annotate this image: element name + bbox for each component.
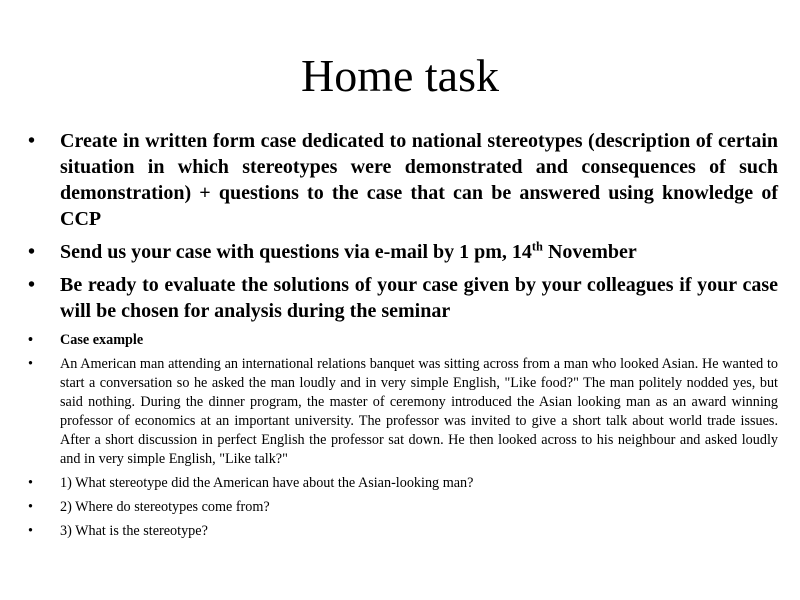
question-item-2 (28, 498, 778, 517)
slide-title: Home task (300, 50, 499, 101)
ordinal-suffix: th (531, 239, 543, 254)
question-item-1 (28, 474, 778, 493)
question-text: 1) What stereotype did the American have about the Asian-looking man? (60, 475, 474, 491)
question-text: 3) What is the stereotype? (60, 523, 208, 539)
task-item-2 (28, 239, 778, 265)
bullet-icon: • (28, 499, 33, 515)
bullet-icon: • (28, 523, 33, 539)
task-text: Be ready to evaluate the solutions of your case given by your colleagues if your case will be chosen for analysis during the seminar (60, 274, 778, 322)
bullet-icon: • (28, 475, 33, 491)
question-item-3 (28, 522, 778, 541)
bullet-icon: • (28, 274, 36, 296)
task-text: Create in written form case dedicated to national stereotypes (description of certain situation in which stereotypes were demonstrated and consequences of such demonstration) + questions to the case that can be answered using knowledge of CCP (60, 130, 778, 230)
bullet-list (28, 128, 778, 546)
bullet-icon: • (28, 356, 33, 372)
task-item-1 (28, 128, 778, 232)
case-text: An American man attending an international relations banquet was sitting across from a man who looked Asian. He wanted to start a conversation so he asked the man loudly and in very simple English, "Like food?" The man politely nodded yes, but said nothing. During the dinner program, the master of ceremony introduced the Asian looking man as an award winning professor of economics at an important university. The professor was invited to give a short talk about world trade issues. After a short discussion in perfect English the professor sat down. He then looked across to his neighbour and asked loudly and in very simple English, "Like talk?" (60, 356, 778, 467)
case-heading-item (28, 331, 778, 350)
bullet-icon: • (28, 332, 33, 348)
task-text-part: Send us your case with questions via e-mail by 1 pm, 14 (60, 241, 532, 263)
case-heading: Case example (60, 332, 144, 348)
bullet-icon: • (28, 130, 36, 152)
bullet-icon: • (28, 241, 36, 263)
task-item-3 (28, 272, 778, 324)
question-text: 2) Where do stereotypes come from? (60, 499, 270, 515)
case-text-item (28, 355, 778, 469)
task-text-part: November (542, 241, 637, 263)
